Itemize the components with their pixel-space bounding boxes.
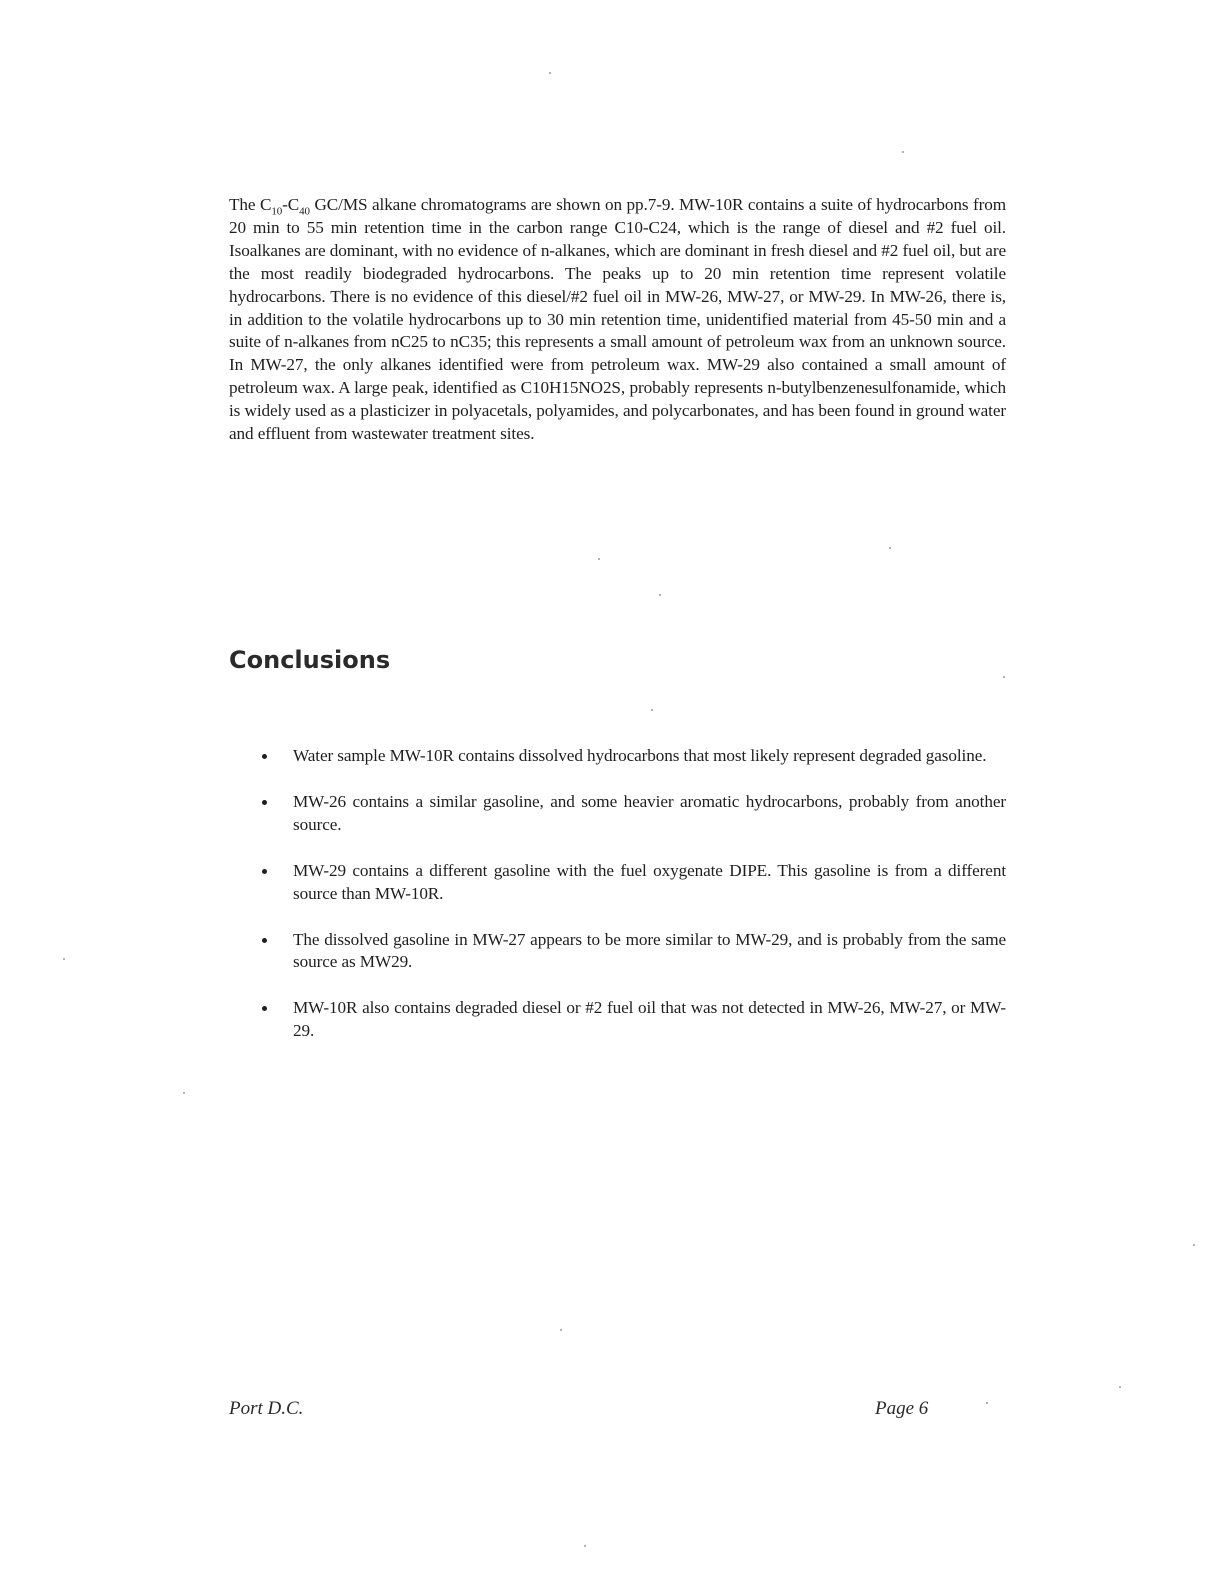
footer-document-name: Port D.C. [229, 1398, 304, 1419]
bullet-icon [262, 1006, 267, 1011]
scan-speck [549, 72, 551, 74]
list-item [262, 997, 1006, 1043]
scan-speck [1119, 1386, 1121, 1388]
list-item-text: The dissolved gasoline in MW-27 appears to be more similar to MW-29, and is probably from the same source as MW29. [293, 929, 1006, 972]
list-item [262, 791, 1006, 837]
list-item [262, 860, 1006, 906]
scan-speck [902, 151, 904, 153]
list-item [262, 745, 1006, 768]
intro-prefix: The C [229, 195, 272, 214]
scan-speck [889, 547, 891, 549]
intro-subscript-1: 10 [271, 205, 283, 218]
list-item [262, 929, 1006, 975]
intro-paragraph [229, 194, 1006, 446]
scan-speck [584, 1545, 586, 1547]
list-item-text: MW-29 contains a different gasoline with the fuel oxygenate DIPE. This gasoline is from a different source than MW-10R. [293, 860, 1006, 903]
footer-page-number: Page 6 [875, 1398, 929, 1419]
intro-rest: GC/MS alkane chromatograms are shown on pp.7-9. MW-10R contains a suite of hydrocarbons from 20 min to 55 min retention time in the carbon range C10-C24, which is the range of diesel and #2 fuel oil. Isoalkanes are dominant, with no evidence of n-alkanes, which are dominant in fresh diesel and #2 fuel oil, but are the most readily biodegraded hydrocarbons. The peaks up to 20 min retention time represent volatile hydrocarbons. There is no evidence of this diesel/#2 fuel oil in MW-26, MW-27, or MW-29. In MW-26, there is, in addition to the volatile hydrocarbons up to 30 min retention time, unidentified material from 45-50 min and a suite of n-alkanes from nC25 to nC35; this represents a small amount of petroleum wax from an unknown source. In MW-27, the only alkanes identified were from petroleum wax. MW-29 also contained a small amount of petroleum wax. A large peak, identified as C10H15NO2S, probably represents n-butylbenzenesulfonamide, which is widely used as a plasticizer in polyacetals, polyamides, and polycarbonates, and has been found in ground water and effluent from wastewater treatment sites. [229, 195, 1006, 444]
scan-speck [659, 594, 661, 596]
bullet-icon [262, 754, 267, 759]
scan-speck [986, 1402, 988, 1404]
bullet-icon [262, 938, 267, 943]
intro-subscript-2: 40 [299, 205, 310, 218]
list-item-text: MW-26 contains a similar gasoline, and some heavier aromatic hydrocarbons, probably from another source. [293, 791, 1006, 834]
bullet-icon [262, 800, 267, 805]
intro-mid: -C [282, 195, 300, 214]
scan-speck [63, 958, 65, 960]
conclusions-heading: Conclusions [229, 646, 391, 674]
scan-speck [560, 1329, 562, 1331]
scan-speck [1193, 1244, 1195, 1246]
conclusions-list [262, 745, 1006, 1066]
scan-speck [1003, 676, 1005, 678]
scan-speck [651, 709, 653, 711]
list-item-text: MW-10R also contains degraded diesel or #2 fuel oil that was not detected in MW-26, MW-27, or MW-29. [293, 998, 1006, 1041]
scan-speck [598, 558, 600, 560]
list-item-text: Water sample MW-10R contains dissolved hydrocarbons that most likely represent degraded gasoline. [293, 746, 987, 765]
bullet-icon [262, 869, 267, 874]
scan-speck [183, 1092, 185, 1094]
